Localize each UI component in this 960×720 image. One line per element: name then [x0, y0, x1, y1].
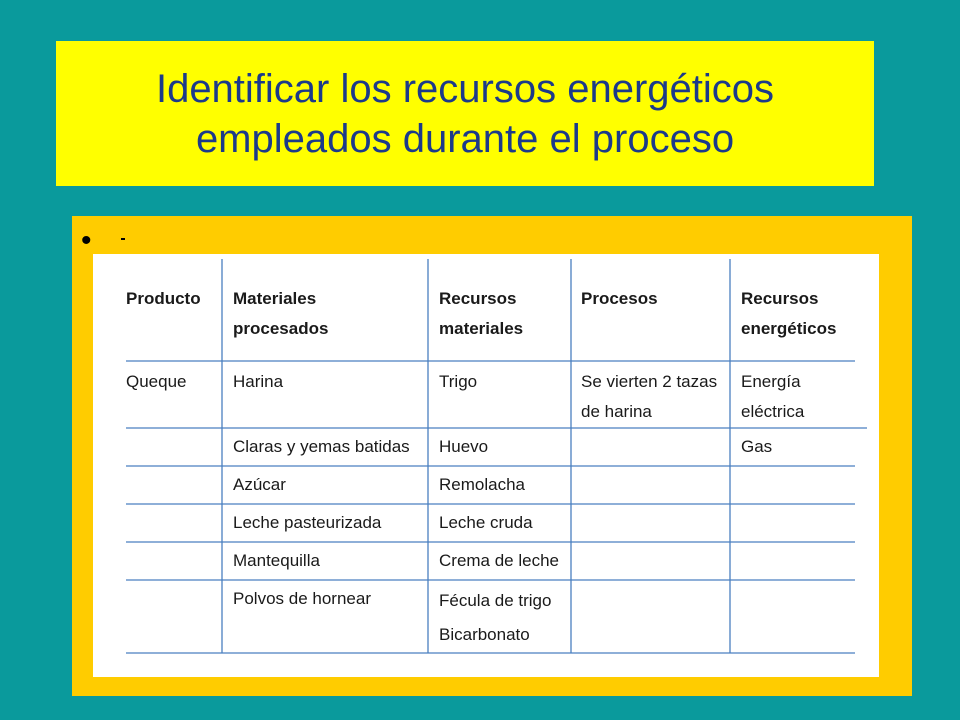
- table-cell: Gas: [741, 437, 773, 456]
- bullet-dash-mark: [121, 238, 125, 240]
- table-cell: Trigo: [439, 372, 478, 391]
- table-cell: Harina: [233, 372, 284, 391]
- table-cell: Leche cruda: [439, 513, 533, 532]
- header-materiales-procesados: Materiales procesados: [233, 289, 329, 338]
- table-cell: Fécula de trigo Bicarbonato: [439, 591, 552, 644]
- header-producto: Producto: [126, 289, 201, 308]
- table-cell: Huevo: [439, 437, 489, 456]
- table-cell: Se vierten 2 tazas de harina: [581, 372, 718, 421]
- table-image-panel: [93, 254, 879, 677]
- header-recursos-energeticos: Recursos energéticos: [741, 289, 837, 338]
- table-cell: Azúcar: [233, 475, 286, 494]
- content-box: [72, 216, 912, 696]
- header-procesos: Procesos: [581, 289, 658, 308]
- table-cell: Crema de leche: [439, 551, 560, 570]
- table-cell: Queque: [126, 372, 187, 391]
- slide-title-line-2: empleados durante el proceso: [195, 116, 735, 161]
- table-cell: Claras y yemas batidas: [233, 437, 410, 456]
- header-recursos-materiales: Recursos materiales: [439, 289, 524, 338]
- slide-title-line-1: Identificar los recursos energéticos: [155, 66, 775, 111]
- table-cell: Remolacha: [439, 475, 525, 494]
- bullet-point: •: [81, 224, 92, 257]
- table-cell: Polvos de hornear: [233, 589, 371, 608]
- table-cell: Leche pasteurizada: [233, 513, 382, 532]
- table-cell: Energía eléctrica: [741, 372, 805, 421]
- table-cell: Mantequilla: [233, 551, 320, 570]
- slide-title-box: [56, 41, 874, 186]
